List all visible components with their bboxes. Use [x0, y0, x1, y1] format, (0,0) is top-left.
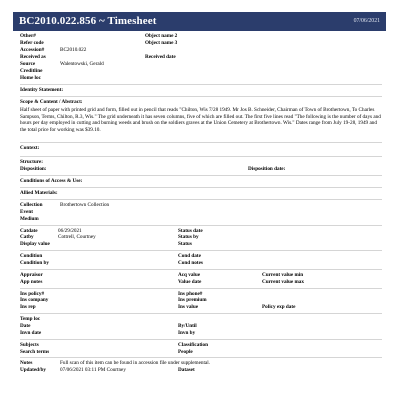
display-value-label: Display value [20, 241, 50, 248]
insurance-grid [20, 291, 382, 312]
field-row [20, 61, 382, 68]
source-label: Source [20, 61, 36, 67]
notes-label: Notes [20, 360, 33, 367]
scope-label: Scope & Content / Abstract: [20, 98, 83, 105]
empty-cell [178, 316, 262, 323]
condition-value [58, 253, 178, 260]
current-value-max-label: Current value max [262, 278, 304, 285]
medium-label: Medium [20, 215, 39, 222]
condition-grid [20, 253, 382, 267]
event-label: Event [20, 208, 33, 215]
status-date-label: Status date [178, 227, 203, 234]
field-row [20, 209, 382, 216]
divider [20, 269, 382, 270]
ins-policy-value [58, 291, 178, 298]
collection-label: Collection [20, 201, 43, 208]
ins-company-label: Ins company [20, 297, 49, 304]
catby-value: Cottrell, Courtney [58, 234, 96, 241]
divider [20, 142, 382, 143]
appraisor-label: Appraisor [20, 271, 43, 278]
ins-policy-label: Ins policy# [20, 290, 45, 297]
field-row [20, 47, 382, 54]
policy-exp-date-label: Policy exp date [262, 304, 296, 311]
disposition-date-label: Disposition date: [248, 165, 286, 172]
divider [20, 288, 382, 289]
ins-rep-label: Ins rep [20, 304, 36, 311]
divider [20, 199, 382, 200]
field-row [20, 216, 382, 223]
structure-label: Structure: [20, 159, 43, 166]
acq-value-label: Acq value [178, 271, 201, 278]
received-as-label: Received as [20, 54, 46, 60]
condition-by-value [58, 260, 178, 267]
status-by-label: Status by [178, 234, 199, 241]
dataset-label: Dataset [178, 367, 195, 374]
status-value [262, 241, 382, 248]
condition-label: Condition [20, 253, 43, 260]
app-notes-value [58, 279, 178, 286]
by-until-label: By/Until [178, 323, 197, 330]
search-terms-value [58, 349, 178, 356]
status-date-value [262, 228, 382, 235]
divider [20, 84, 382, 85]
appraisor-value [58, 272, 178, 279]
notes-value: Full scan of this item can be found in accession file under supplemental. [60, 360, 210, 367]
disposition-label: Disposition: [20, 165, 47, 172]
by-until-value [262, 323, 382, 330]
date-value [58, 323, 178, 330]
temp-loc-label: Temp loc [20, 316, 41, 323]
temp-loc-value [58, 316, 178, 323]
subjects-grid [20, 342, 382, 356]
ins-phone-label: Ins phone# [178, 290, 203, 297]
field-row [20, 166, 382, 173]
cond-date-value [262, 253, 382, 260]
ins-phone-value [262, 291, 382, 298]
location-grid [20, 316, 382, 337]
divider [20, 96, 382, 97]
status-label: Status [178, 241, 192, 248]
field-row [20, 202, 382, 209]
field-row [20, 367, 382, 374]
record-date: 07/06/2021 [353, 17, 380, 24]
object-name3-label: Object name 3 [145, 40, 178, 46]
cond-notes-value [262, 260, 382, 267]
field-row [20, 54, 382, 61]
divider [20, 339, 382, 340]
cond-date-label: Cond date [178, 253, 201, 260]
empty-cell [262, 316, 382, 323]
record-header [13, 12, 386, 31]
classification-value [262, 342, 382, 349]
people-value [262, 349, 382, 356]
app-notes-label: App notes [20, 278, 43, 285]
current-value-min-label: Current value min [262, 271, 304, 278]
ins-premium-label: Ins premium [178, 297, 207, 304]
creditline-label: Creditline [20, 68, 43, 74]
catdate-value: 06/29/2021 [58, 227, 82, 234]
divider [20, 187, 382, 188]
other-label: Other# [20, 33, 36, 39]
identity-statement-label: Identity Statement: [20, 87, 64, 93]
catby-label: Catby [20, 234, 34, 241]
field-row [20, 75, 382, 82]
invn-by-value [262, 330, 382, 337]
divider [20, 250, 382, 251]
context-label: Context: [20, 145, 40, 152]
field-row [20, 33, 382, 40]
collection-value: Brothertown Collection [60, 201, 110, 208]
catalog-grid [20, 228, 382, 249]
invn-date-value [58, 330, 178, 337]
scope-text: Half sheet of paper with printed grid and form, filled out in pencil that reads "Chilton, Wis 7/28 1949. Mr Jos B. Schneider, Chairman of Town of Brothertown, To Charles Sampson, Terms, Chilton, R.3, Wis." The grid underneath it has seven columns, five of which are filled out. The first five lines read "The following is the number of days and hours per day employed in cutting and burning weeds and brush on the soldiers graves at the Union Cemetery at Brothertown. Wis." Dates range from July 19-28, 1949 and the total price for working was $39.10. [20, 106, 381, 134]
display-value-value [58, 241, 178, 248]
ins-premium-value [262, 297, 382, 304]
home-loc-label: Home loc [20, 75, 41, 81]
updated-by-value: 07/06/2021 03:11 PM Courtney [60, 367, 126, 374]
divider [20, 175, 382, 176]
refer-code-label: Refer code [20, 40, 44, 46]
catdate-label: Catdate [20, 227, 38, 234]
ins-value-label: Ins value [178, 304, 199, 311]
record-title: BC2010.022.856 ~ Timesheet [19, 15, 157, 28]
conditions-label: Conditions of Access & Use: [20, 177, 83, 184]
source-value: Walentowski, Gerald [60, 61, 104, 67]
status-by-value [262, 234, 382, 241]
divider [20, 225, 382, 226]
divider [20, 313, 382, 314]
classification-label: Classification [178, 341, 208, 348]
people-label: People [178, 348, 193, 355]
value-date-label: Value date [178, 278, 202, 285]
field-row [20, 360, 382, 367]
cond-notes-label: Cond notes [178, 260, 203, 267]
record-body [20, 33, 382, 374]
divider [20, 156, 382, 157]
updated-by-label: Updated/by [20, 367, 46, 374]
field-row [20, 68, 382, 75]
condition-by-label: Condition by [20, 260, 49, 267]
accession-label: Accession# [20, 47, 45, 53]
accession-value: BC2010.022 [60, 47, 87, 53]
ins-rep-value [58, 304, 178, 311]
object-name2-label: Object name 2 [145, 33, 178, 39]
search-terms-label: Search terms [20, 348, 50, 355]
ins-company-value [58, 297, 178, 304]
divider [20, 357, 382, 358]
subjects-label: Subjects [20, 341, 39, 348]
date-label: Date [20, 323, 31, 330]
subjects-value [58, 342, 178, 349]
invn-date-label: Invn date [20, 329, 42, 336]
allied-materials-label: Allied Materials: [20, 189, 58, 196]
field-row [20, 40, 382, 47]
appraisal-grid [20, 272, 382, 286]
received-date-label: Received date [145, 54, 176, 60]
invn-by-label: Invn by [178, 329, 196, 336]
